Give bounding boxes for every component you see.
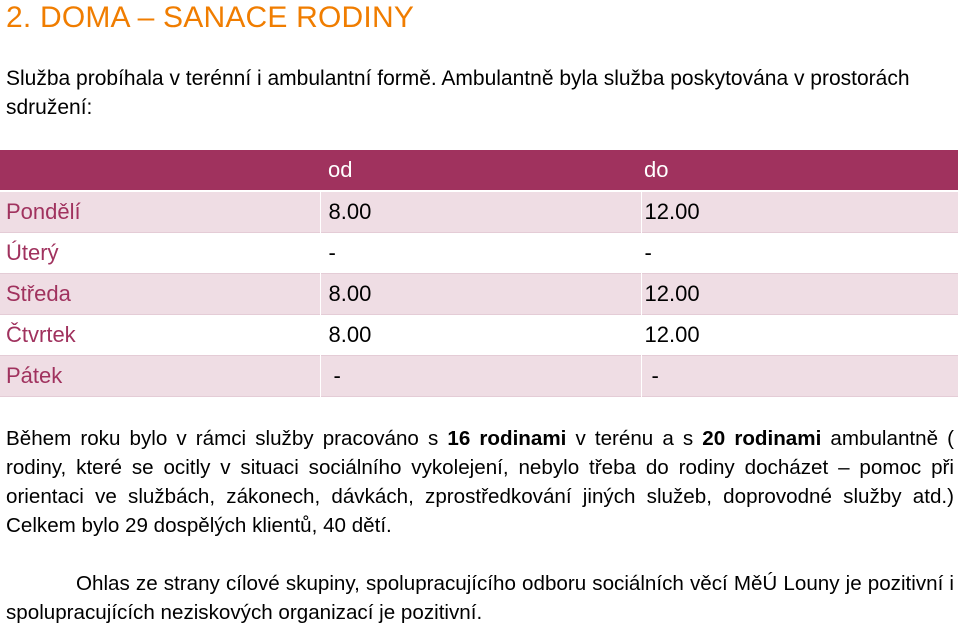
to-cell: 12.00: [641, 315, 958, 356]
from-cell: 8.00: [320, 315, 641, 356]
table-row: [0, 233, 958, 274]
report-text: v terénu a s: [566, 427, 703, 450]
day-cell: Čtvrtek: [0, 315, 320, 356]
feedback-text: Ohlas ze strany cílové skupiny, spolupracujícího odboru sociálních věcí MěÚ Louny je pozitivní i spolupracujících neziskových organizací je pozitivní.: [6, 572, 954, 624]
report-paragraph: [6, 424, 954, 540]
day-cell: Středa: [0, 274, 320, 315]
field-count: 16: [447, 427, 471, 450]
intro-paragraph: Služba probíhala v terénní i ambulantní formě. Ambulantně byla služba poskytována v prostorách sdružení:: [6, 67, 910, 119]
field-label: rodinami: [479, 427, 567, 450]
report-text: Během roku bylo v rámci služby pracováno s: [6, 427, 448, 450]
report-text: ambulantně ( rodiny, které se ocitly v situaci sociálního vykolejení, nebylo třeba do rodiny docházet – pomoc při orientaci ve službách, zákonech, dávkách, zprostředkování jiných služeb, doprovodné služby atd.) Celkem bylo 29 dospělých klientů, 40 dětí.: [6, 427, 954, 537]
to-cell: -: [641, 356, 958, 397]
table-row: [0, 274, 958, 315]
spacer-text: [725, 427, 734, 450]
ambulant-label: rodinami: [734, 427, 822, 450]
from-cell: -: [320, 233, 641, 274]
table-row: [0, 356, 958, 397]
feedback-paragraph: [6, 569, 954, 627]
section-heading: 2. DOMA – SANACE RODINY: [6, 1, 415, 34]
ambulant-count: 20: [702, 427, 726, 450]
from-cell: 8.00: [320, 274, 641, 315]
day-cell: Pátek: [0, 356, 320, 397]
header-day: [0, 150, 320, 191]
from-cell: 8.00: [320, 191, 641, 233]
from-cell: -: [320, 356, 641, 397]
to-cell: -: [641, 233, 958, 274]
day-cell: Úterý: [0, 233, 320, 274]
day-cell: Pondělí: [0, 191, 320, 233]
header-from: od: [320, 150, 641, 191]
schedule-table: [0, 150, 958, 397]
to-cell: 12.00: [641, 191, 958, 233]
table-row: [0, 315, 958, 356]
table-row: [0, 191, 958, 233]
header-to: do: [641, 150, 958, 191]
schedule-header-row: [0, 150, 958, 191]
to-cell: 12.00: [641, 274, 958, 315]
